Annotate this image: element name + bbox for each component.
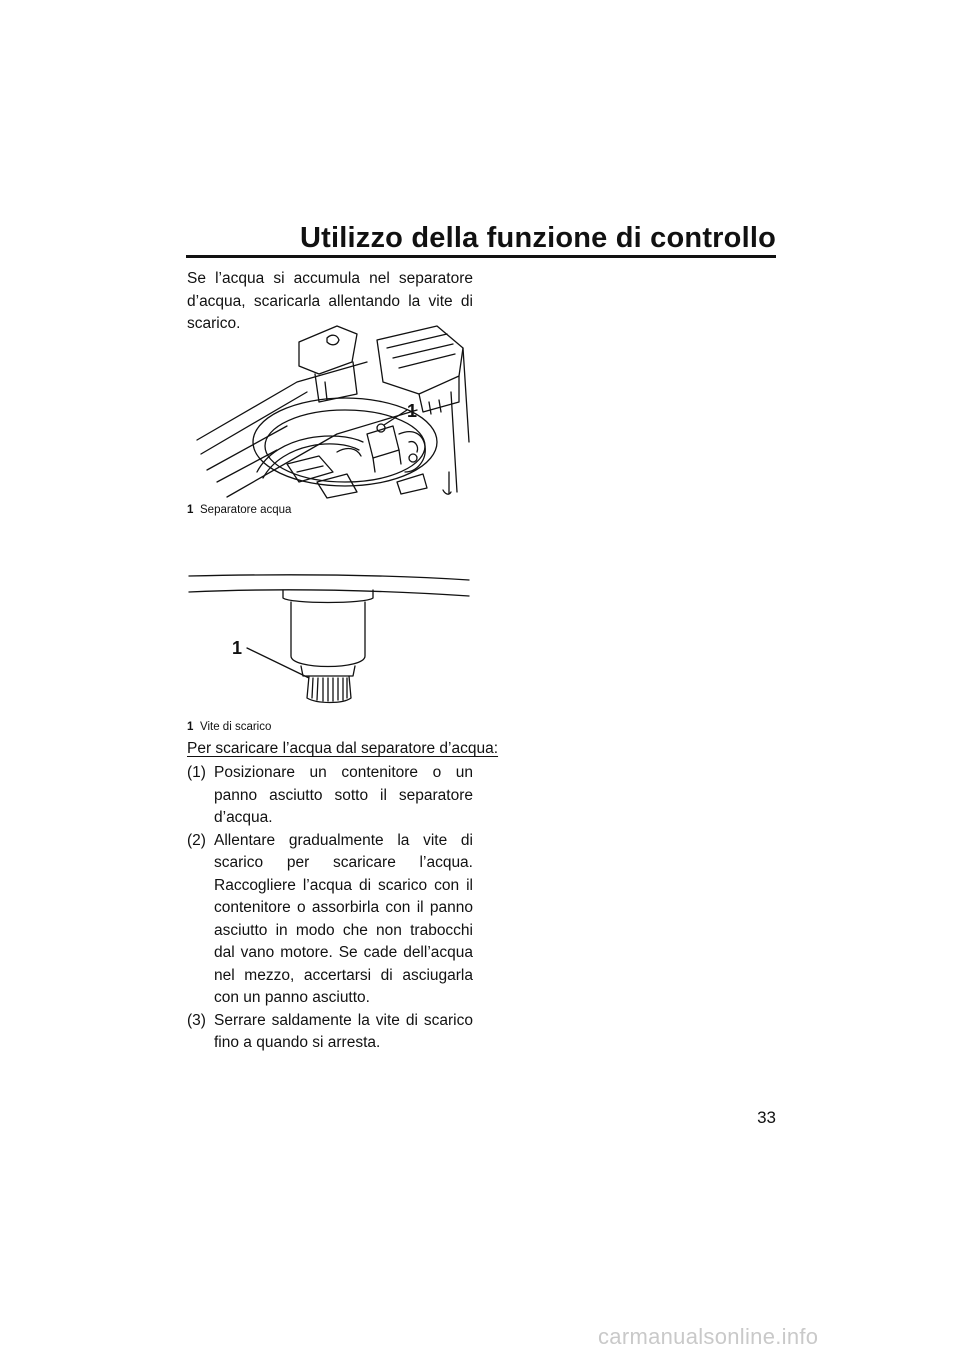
page-title: Utilizzo della funzione di controllo [300,222,777,254]
figure1-caption-text: Separatore acqua [200,504,292,516]
step-text: Serrare saldamente la vite di scarico fino a quando si arresta. [214,1011,473,1051]
procedure-step [187,1010,473,1055]
step-text: Allentare gradualmente la vite di scarico per scaricare l’acqua. Raccogliere l’acqua di scarico con il contenitore o assorbirla con il panno asciutto in modo che non trabocchi dal vano motore. Se cade dell’acqua nel mezzo, accertarsi di asciugarla con un panno asciutto. [214,831,473,1006]
figure2-caption-text: Vite di scarico [200,721,272,733]
step-text: Posizionare un contenitore o un panno asciutto sotto il separatore d’acqua. [214,764,473,826]
figure2-caption-number: 1 [187,721,194,733]
figure2-caption [187,721,271,733]
step-number: (3) [187,1011,206,1029]
procedure-step [187,762,473,830]
header-rule [186,255,776,258]
figure1-callout: 1 [407,401,418,421]
drain-screw-illustration [187,566,473,706]
figure1-caption [187,504,291,516]
engine-compartment-illustration [187,322,473,502]
figure2-callout: 1 [232,638,243,658]
step-number: (2) [187,831,206,849]
watermark: carmanualsonline.info [598,1324,819,1349]
intro-paragraph: Se l’acqua si accumula nel separatore d’acqua, scaricarla allentando la vite di scarico. [187,270,473,332]
page-number: 33 [757,1108,776,1127]
procedure-heading: Per scaricare l’acqua dal separatore d’acqua: [187,740,499,757]
figure1-caption-number: 1 [187,504,194,516]
step-number: (1) [187,764,206,781]
procedure-step [187,830,473,1010]
procedure-steps [187,762,473,1055]
